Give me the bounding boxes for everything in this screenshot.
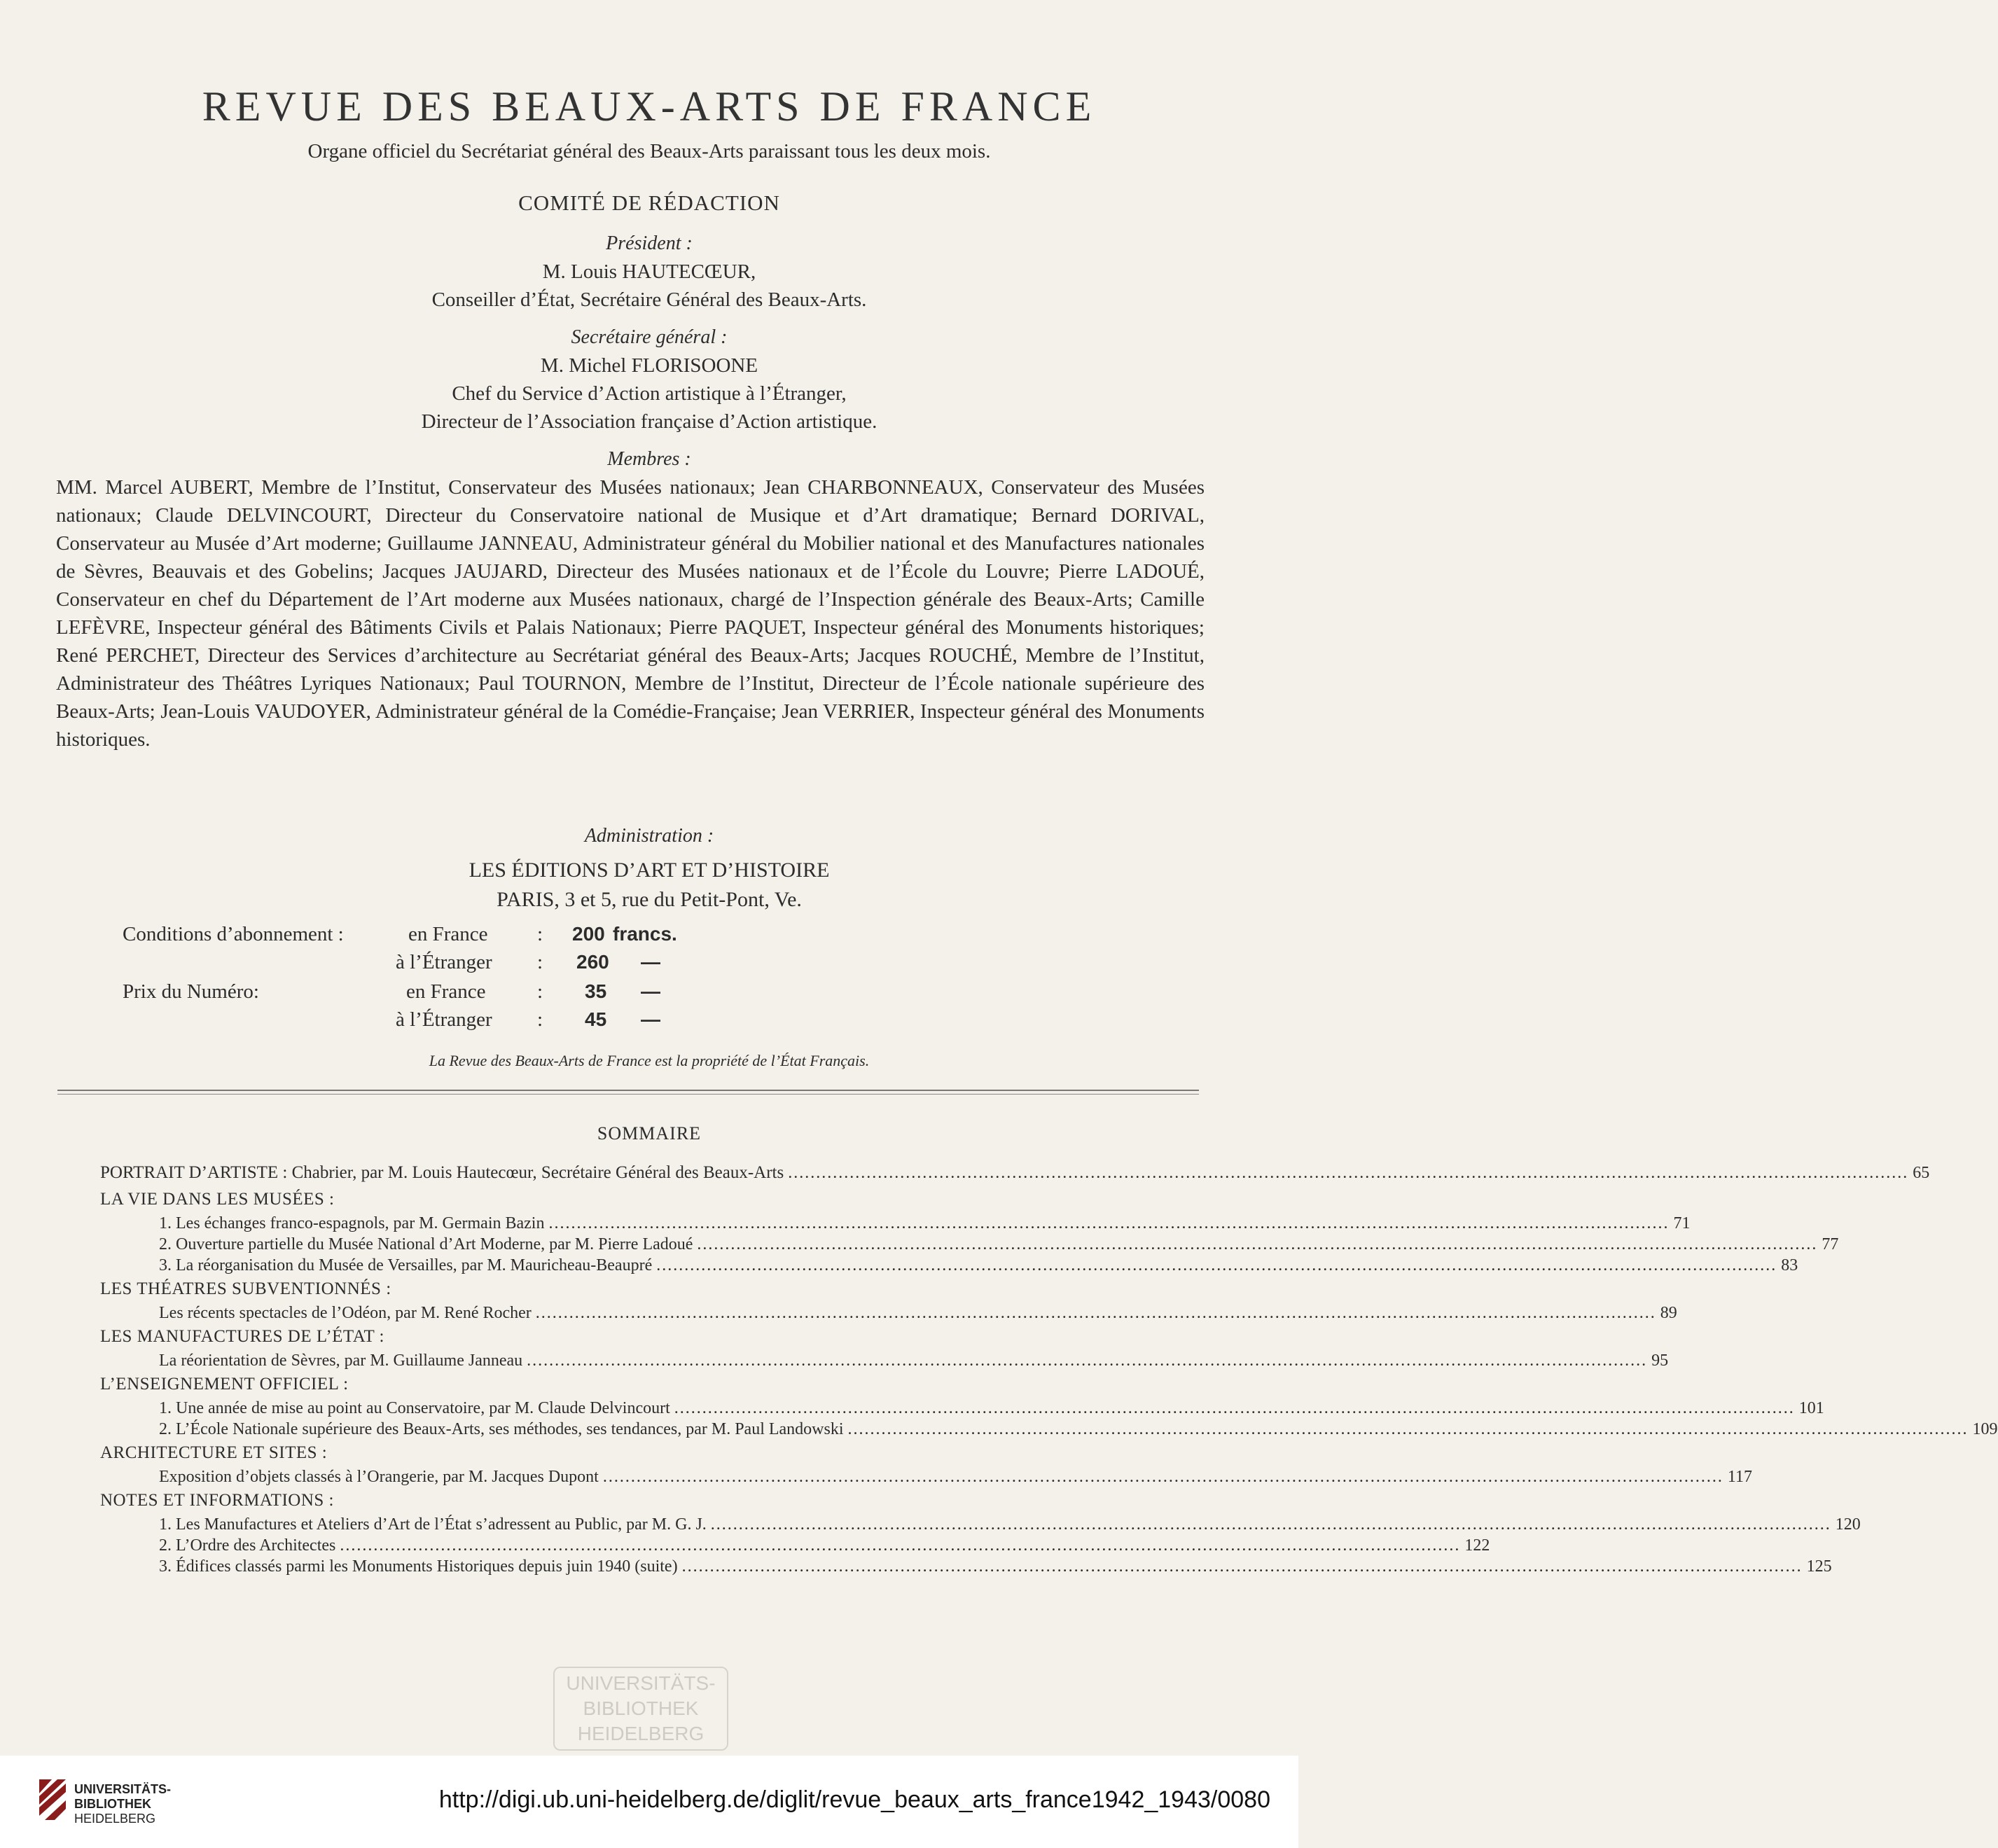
stamp-line: BIBLIOTHEK xyxy=(583,1697,699,1719)
toc-page-number: 117 xyxy=(1727,1468,1752,1486)
journal-title: REVUE DES BEAUX-ARTS DE FRANCE xyxy=(202,83,1097,130)
region-label: à l’Étranger xyxy=(396,1008,492,1031)
toc-entry-label: Les récents spectacles de l’Odéon, par M. René Rocher xyxy=(159,1304,532,1322)
colon: : xyxy=(537,1008,543,1031)
price-value: 260 xyxy=(576,951,609,973)
toc-entry-label: La réorientation de Sèvres, par M. Guillaume Janneau xyxy=(159,1352,523,1370)
library-stamp xyxy=(553,1667,728,1751)
table-of-contents xyxy=(100,1160,1998,1577)
toc-section-heading: ARCHITECTURE ET SITES : xyxy=(100,1443,328,1462)
toc-section-heading: L’ENSEIGNEMENT OFFICIEL : xyxy=(100,1375,349,1394)
membres-role-block xyxy=(0,445,1298,473)
toc-leader-dots: ........................................................................................................................................................................................................ xyxy=(788,1164,1909,1182)
toc-page-number: 122 xyxy=(1464,1536,1490,1555)
secretaire-role: Secrétaire général : xyxy=(571,326,728,348)
divider-rule xyxy=(57,1094,1199,1095)
president-block xyxy=(0,230,1298,314)
toc-leader-dots: ........................................................................................................................................................................................................ xyxy=(656,1256,1777,1274)
sommaire-title: SOMMAIRE xyxy=(597,1123,702,1144)
toc-page-number: 89 xyxy=(1660,1304,1677,1322)
toc-entry xyxy=(100,1466,1752,1487)
stamp-line: UNIVERSITÄTS- xyxy=(566,1672,716,1694)
colon: : xyxy=(537,923,543,945)
toc-leader-dots: ........................................................................................................................................................................................................ xyxy=(674,1399,1795,1417)
toc-leader-dots: ........................................................................................................................................................................................................ xyxy=(681,1557,1803,1576)
toc-entry xyxy=(100,1213,1691,1234)
colon: : xyxy=(537,951,543,973)
publisher-name: LES ÉDITIONS D’ART ET D’HISTOIRE xyxy=(469,859,830,882)
toc-leader-dots: ........................................................................................................................................................................................................ xyxy=(548,1214,1670,1232)
toc-leader-dots: ........................................................................................................................................................................................................ xyxy=(847,1420,1969,1438)
price-dash: — xyxy=(641,1008,660,1030)
price-dash: — xyxy=(641,951,660,973)
price-dash: — xyxy=(641,980,660,1002)
region-label: en France xyxy=(406,980,486,1003)
source-url-link[interactable]: http://digi.ub.uni-heidelberg.de/diglit/revue_beaux_arts_france1942_1943/0080 xyxy=(438,1786,1270,1813)
toc-entry xyxy=(100,1302,1677,1324)
toc-entry xyxy=(100,1350,1669,1371)
toc-entry xyxy=(100,1556,1832,1577)
stamp-line: HEIDELBERG xyxy=(577,1723,705,1744)
toc-leader-dots: ........................................................................................................................................................................................................ xyxy=(535,1304,1656,1322)
toc-leader-dots: ........................................................................................................................................................................................................ xyxy=(527,1352,1648,1370)
toc-section-heading: LA VIE DANS LES MUSÉES : xyxy=(100,1190,335,1209)
price-value: 200 xyxy=(572,923,605,945)
toc-entry xyxy=(100,1398,1824,1419)
toc-entry-label: Exposition d’objets classés à l’Orangerie, par M. Jacques Dupont xyxy=(159,1468,599,1486)
propriete-note: La Revue des Beaux-Arts de France est la propriété de l’État Français. xyxy=(429,1052,870,1069)
price-unit: francs. xyxy=(613,923,677,945)
numero-label: Prix du Numéro: xyxy=(123,980,259,1003)
toc-section-heading: LES THÉATRES SUBVENTIONNÉS : xyxy=(100,1279,391,1298)
toc-entry-label: 1. Les échanges franco-espagnols, par M. Germain Bazin xyxy=(159,1214,545,1232)
price-value: 35 xyxy=(585,980,607,1002)
toc-page-number: 109 xyxy=(1972,1420,1998,1438)
abonnement-label: Conditions d’abonnement : xyxy=(123,923,344,945)
logo-line: HEIDELBERG xyxy=(74,1812,156,1826)
secretaire-block xyxy=(0,324,1298,436)
toc-entry-label: 3. La réorganisation du Musée de Versailles, par M. Mauricheau-Beaupré xyxy=(159,1256,653,1274)
toc-entry-label: 2. L’École Nationale supérieure des Beaux-Arts, ses méthodes, ses tendances, par M. Paul Landowski xyxy=(159,1420,844,1438)
administration-role: Administration : xyxy=(584,825,714,847)
toc-entry xyxy=(100,1514,1861,1535)
toc-page-number: 95 xyxy=(1651,1352,1669,1370)
journal-subtitle: Organe officiel du Secrétariat général des Beaux-Arts paraissant tous les deux mois. xyxy=(307,140,991,162)
toc-entry-label: PORTRAIT D’ARTISTE : Chabrier, par M. Louis Hautecœur, Secrétaire Général des Beaux-Arts xyxy=(100,1163,784,1182)
library-logo-text xyxy=(74,1782,171,1826)
region-label: à l’Étranger xyxy=(396,951,492,973)
president-role: Président : xyxy=(606,232,693,254)
region-label: en France xyxy=(408,923,488,945)
toc-entry xyxy=(100,1160,1930,1186)
logo-line: UNIVERSITÄTS- xyxy=(74,1782,172,1796)
toc-entry-label: 1. Une année de mise au point au Conservatoire, par M. Claude Delvincourt xyxy=(159,1399,670,1417)
toc-section-heading: LES MANUFACTURES DE L’ÉTAT : xyxy=(100,1327,385,1346)
membres-role: Membres : xyxy=(607,448,691,470)
toc-leader-dots: ........................................................................................................................................................................................................ xyxy=(340,1536,1461,1555)
president-title: Conseiller d’État, Secrétaire Général des Beaux-Arts. xyxy=(431,289,867,311)
toc-page-number: 77 xyxy=(1822,1235,1839,1253)
toc-leader-dots: ........................................................................................................................................................................................................ xyxy=(697,1235,1818,1253)
toc-entry xyxy=(100,1255,1798,1276)
toc-entry-label: 3. Édifices classés parmi les Monuments Historiques depuis juin 1940 (suite) xyxy=(159,1557,678,1576)
toc-page-number: 65 xyxy=(1913,1164,1930,1182)
toc-page-number: 120 xyxy=(1835,1515,1861,1534)
comite-heading: COMITÉ DE RÉDACTION xyxy=(518,190,780,215)
toc-entry xyxy=(100,1535,1490,1556)
toc-page-number: 83 xyxy=(1781,1256,1798,1274)
toc-leader-dots: ........................................................................................................................................................................................................ xyxy=(602,1468,1723,1486)
toc-page-number: 125 xyxy=(1806,1557,1832,1576)
toc-page-number: 101 xyxy=(1798,1399,1824,1417)
membres-list: MM. Marcel AUBERT, Membre de l’Institut, Conservateur des Musées nationaux; Jean CHARBONNEAUX, Conservateur des Musées nationaux; Claude DELVINCOURT, Directeur du Conservatoire national de Musique et d’Art dramatique; Bernard DORIVAL, Conservateur au Musée d’Art moderne; Guillaume JANNEAU, Administrateur général du Mobilier national et des Manufactures nationales de Sèvres, Beauvais et des Gobelins; Jacques JAUJARD, Directeur des Musées nationaux et de l’École du Louvre; Pierre LADOUÉ, Conservateur en chef du Département de l’Art moderne aux Musées nationaux, chargé de l’Inspection générale des Beaux-Arts; Camille LEFÈVRE, Inspecteur général des Bâtiments Civils et Palais Nationaux; Pierre PAQUET, Inspecteur général des Monuments historiques; René PERCHET, Directeur des Services d’architecture au Secrétariat général des Beaux-Arts; Jacques ROUCHÉ, Membre de l’Institut, Administrateur des Théâtres Lyriques Nationaux; Paul TOURNON, Membre de l’Institut, Directeur de l’École nationale supérieure des Beaux-Arts; Jean-Louis VAUDOYER, Administrateur général de la Comédie-Française; Jean VERRIER, Inspecteur général des Monuments historiques. xyxy=(56,476,1205,751)
colon: : xyxy=(537,980,543,1003)
toc-entry-label: 1. Les Manufactures et Ateliers d’Art de l’État s’adressent au Public, par M. G. J. xyxy=(159,1515,707,1534)
toc-page-number: 71 xyxy=(1673,1214,1691,1232)
secretaire-title-1: Chef du Service d’Action artistique à l’Étranger, xyxy=(452,382,847,405)
toc-leader-dots: ........................................................................................................................................................................................................ xyxy=(710,1515,1831,1534)
logo-line: BIBLIOTHEK xyxy=(74,1797,151,1811)
secretaire-name: M. Michel FLORISOONE xyxy=(540,354,758,377)
toc-entry xyxy=(100,1234,1839,1255)
library-logo-icon xyxy=(36,1778,69,1821)
digitization-footer xyxy=(0,1756,1298,1848)
toc-entry xyxy=(100,1419,1998,1440)
president-name: M. Louis HAUTECŒUR, xyxy=(542,260,756,283)
publisher-address: PARIS, 3 et 5, rue du Petit-Pont, Ve. xyxy=(497,888,802,911)
toc-entry-label: 2. Ouverture partielle du Musée National d’Art Moderne, par M. Pierre Ladoué xyxy=(159,1235,693,1253)
price-value: 45 xyxy=(585,1008,607,1030)
toc-entry-label: 2. L’Ordre des Architectes xyxy=(159,1536,336,1555)
secretaire-title-2: Directeur de l’Association française d’Action artistique. xyxy=(421,410,877,433)
divider-rule xyxy=(57,1090,1199,1091)
toc-section-heading: NOTES ET INFORMATIONS : xyxy=(100,1491,334,1510)
